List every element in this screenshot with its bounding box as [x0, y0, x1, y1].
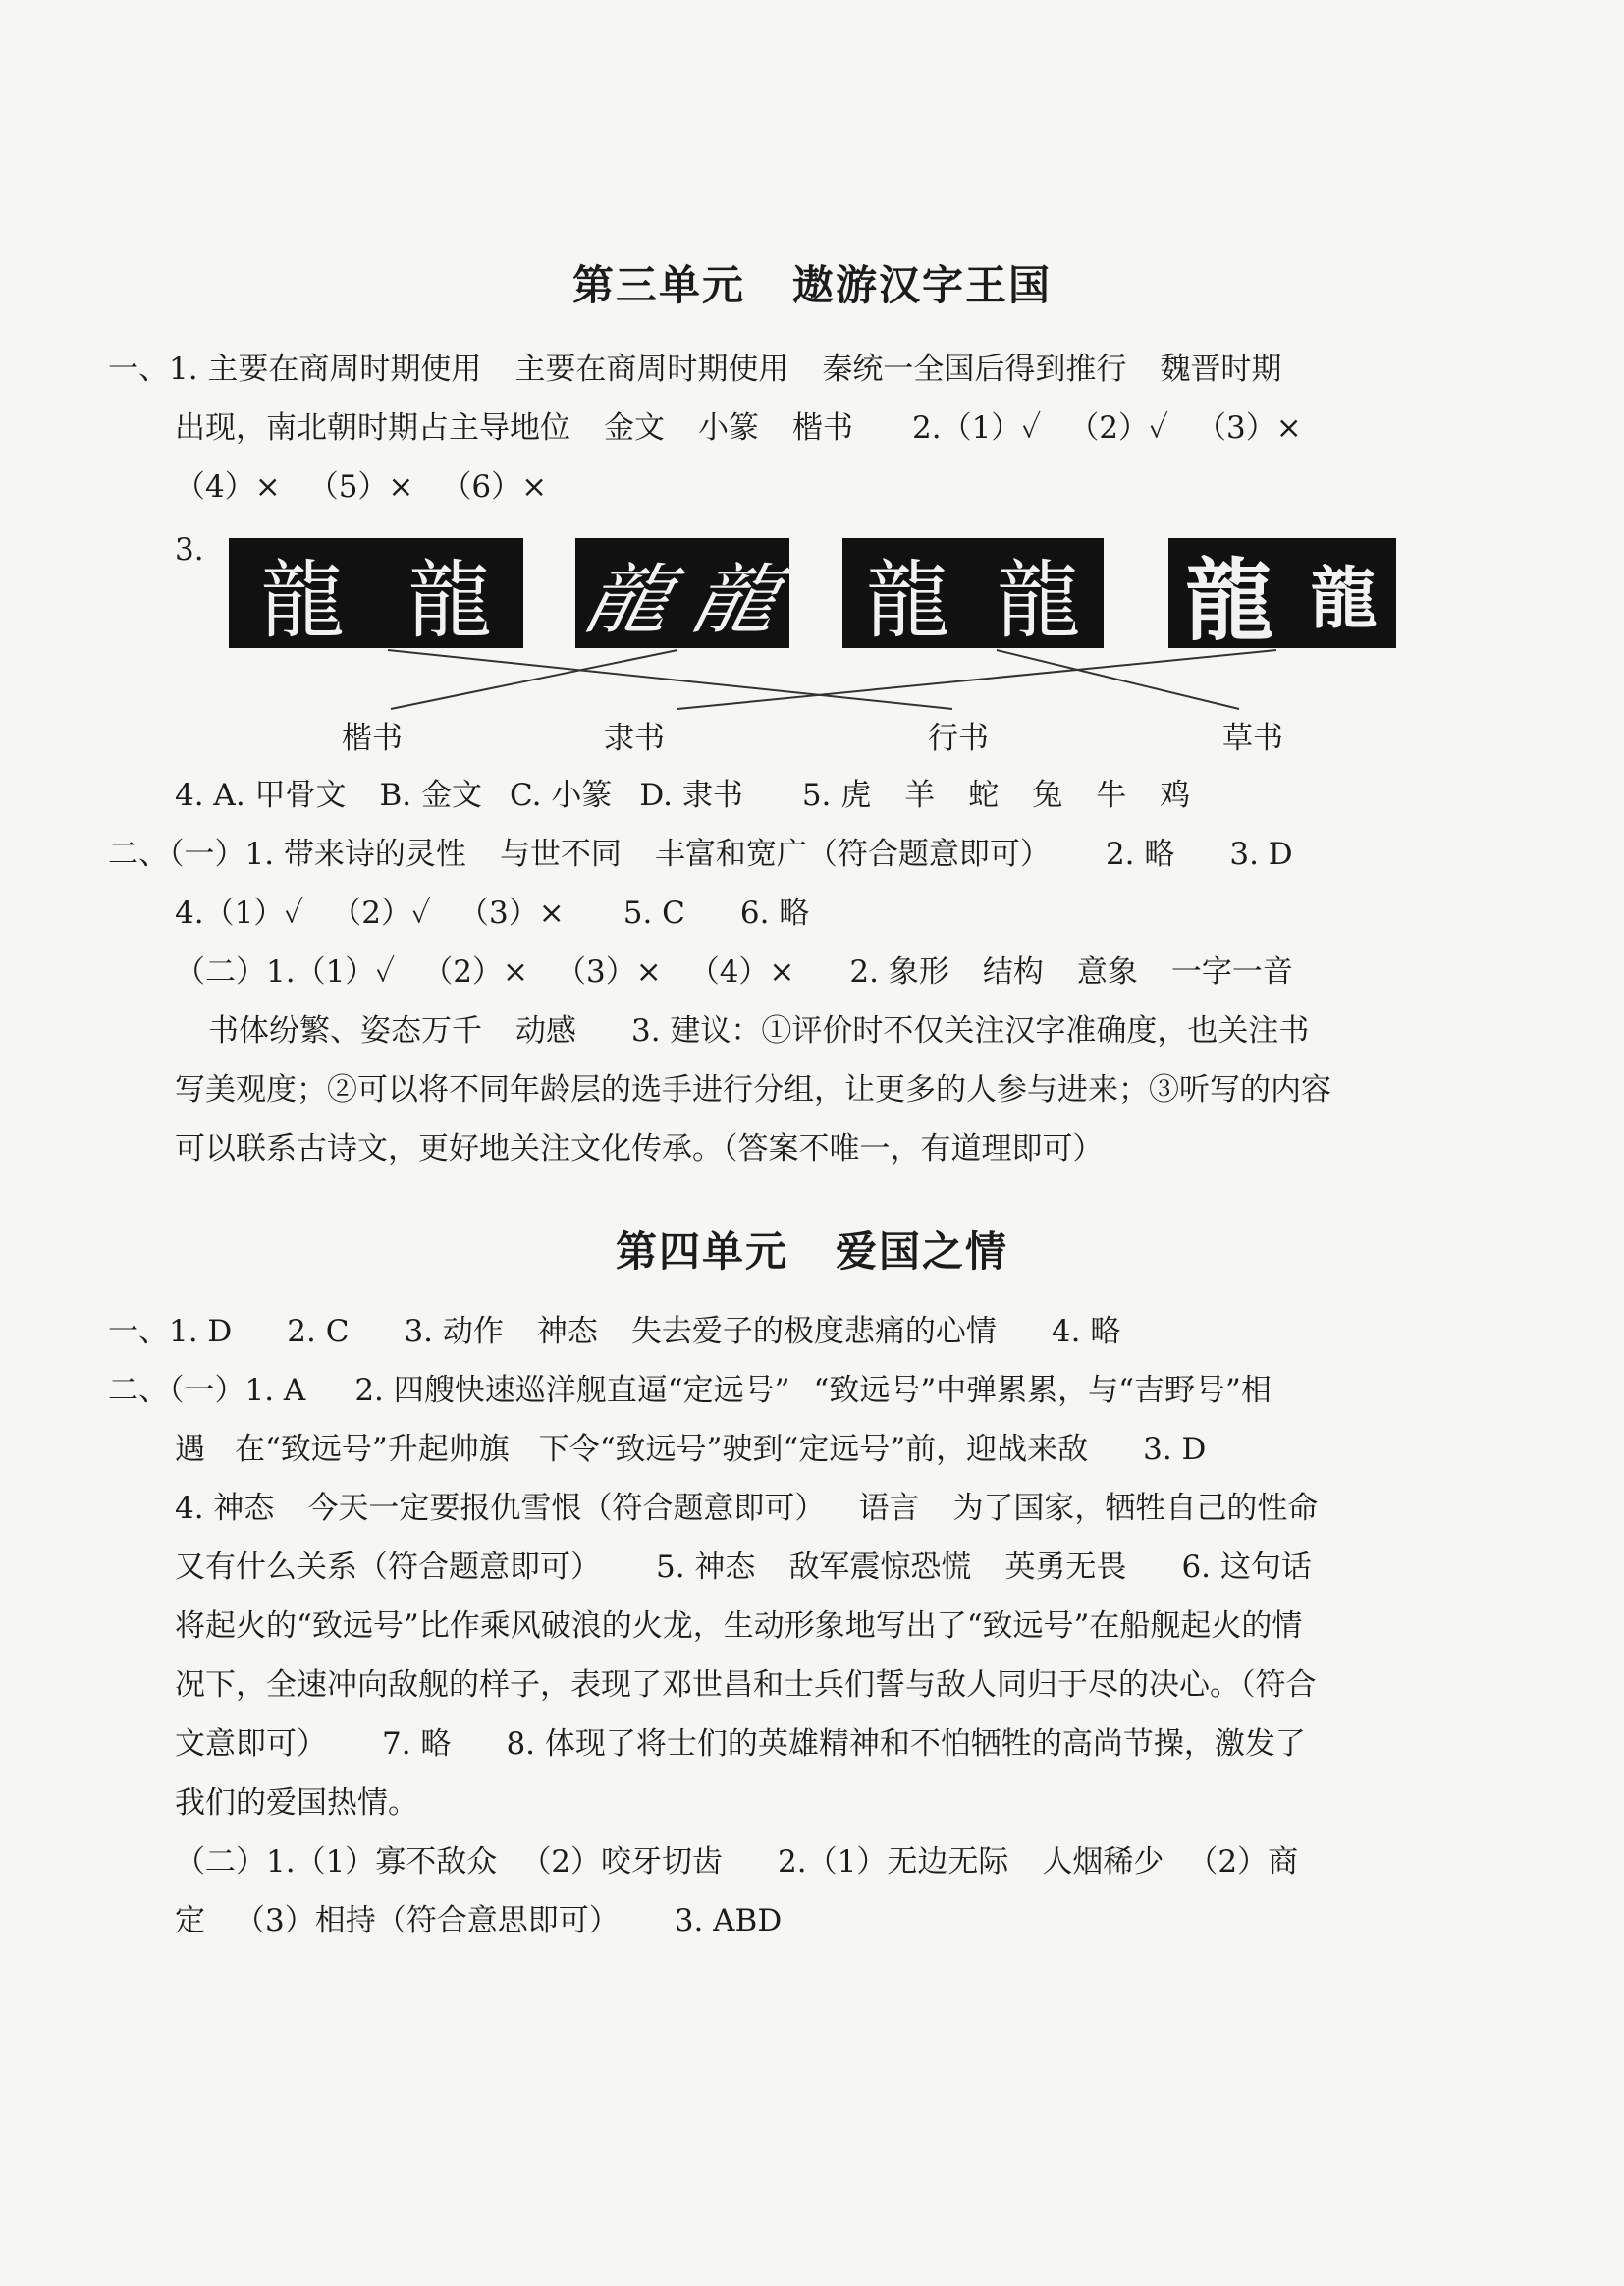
- answer-text: 与世不同: [499, 837, 622, 872]
- answer-text: 4. A. 甲骨文: [175, 778, 347, 813]
- answer-text: 1. 主要在商周时期使用: [169, 352, 482, 387]
- answer-text: 7. 略: [382, 1726, 452, 1762]
- section-marker: 二、: [108, 1373, 169, 1408]
- answer-text: 4. 神态: [175, 1491, 275, 1526]
- answer-text: （二）1.（1）✓: [175, 954, 396, 990]
- answer-text: 3. D: [1229, 837, 1293, 872]
- answer-text: 5. C: [623, 896, 685, 931]
- u3-line-9: 写美观度；②可以将不同年龄层的选手进行分组，让更多的人参与进来；③听写的内容: [175, 1072, 1331, 1108]
- answer-text: 今天一定要报仇雪恨（符合题意即可）: [307, 1491, 826, 1526]
- answer-text: 书体纷繁、姿态万千: [208, 1013, 482, 1049]
- u4-line-7: 况下，全速冲向敌舰的样子，表现了邓世昌和士兵们誓与敌人同归于尽的决心。（符合: [175, 1667, 1317, 1703]
- script-label-kaishu: 楷书: [342, 721, 403, 756]
- u4-line-2: [108, 1371, 1272, 1410]
- u3-line-8: [208, 1011, 1309, 1051]
- answer-text: （2）商: [1187, 1844, 1299, 1879]
- unit3-title-text: 遨游汉字王国: [792, 261, 1053, 309]
- answer-text: 5. 神态: [656, 1550, 756, 1585]
- u3-line-4: [175, 776, 1190, 815]
- match-line-1-3: [388, 650, 952, 709]
- u3-line-6: [175, 894, 809, 933]
- answer-text: 兔: [1032, 778, 1063, 813]
- answer-text: 又有什么关系（符合题意即可）: [175, 1550, 601, 1585]
- answer-text: 3. ABD: [674, 1903, 783, 1938]
- answer-text: 4.（1）✓: [175, 896, 304, 931]
- answer-text: （3）×: [459, 896, 565, 931]
- answer-text: 2. 象形: [849, 954, 949, 990]
- answer-text: 为了国家，牺牲自己的性命: [952, 1491, 1319, 1526]
- u3-line-10: 可以联系古诗文，更好地关注文化传承。（答案不唯一，有道理即可）: [175, 1131, 1104, 1167]
- answer-text: 英勇无畏: [1004, 1550, 1127, 1585]
- u4-line-6: 将起火的“致远号”比作乘风破浪的火龙，生动形象地写出了“致远号”在船舰起火的情: [175, 1608, 1303, 1644]
- answer-text: 鸡: [1160, 778, 1191, 813]
- answer-text: （4）×: [175, 469, 281, 505]
- answer-text: 语言: [858, 1491, 920, 1526]
- answer-text: 楷书: [792, 410, 853, 446]
- u4-line-11: [175, 1901, 782, 1940]
- answer-text: 5. 虎: [801, 778, 872, 813]
- calligraphy-char: 龍: [407, 552, 492, 650]
- answer-text: 羊: [904, 778, 936, 813]
- answer-text: “致远号”中弹累累，与“吉野号”相: [813, 1373, 1272, 1408]
- answer-text: 文意即可）: [175, 1726, 327, 1762]
- answer-text: （2）✓: [1068, 410, 1169, 446]
- answer-text: D. 隶书: [639, 778, 743, 813]
- answer-text: （3）相持（符合意思即可）: [235, 1903, 620, 1938]
- answer-text: （2）✓: [331, 896, 432, 931]
- answer-text: （4）×: [688, 954, 795, 990]
- answer-text: 6. 略: [739, 896, 810, 931]
- answer-text: （2）×: [422, 954, 528, 990]
- calligraphy-char: 龍: [996, 552, 1081, 650]
- answer-text: （6）×: [441, 469, 548, 505]
- calligraphy-char: 龍: [1310, 559, 1378, 638]
- answer-text: 遇: [175, 1432, 205, 1467]
- answer-text: 结构: [982, 954, 1044, 990]
- u3-line-7: [175, 952, 1293, 992]
- answer-text: （3）×: [556, 954, 662, 990]
- answer-text: 定: [175, 1903, 205, 1938]
- match-line-3-4: [997, 650, 1239, 709]
- q3-number: 3.: [175, 532, 204, 568]
- answer-text: 一字一音: [1170, 954, 1293, 990]
- answer-text: 秦统一全国后得到推行: [822, 352, 1127, 387]
- answer-text: （5）×: [307, 469, 414, 505]
- section-marker: 二、: [108, 837, 169, 872]
- answer-text: B. 金文: [379, 778, 483, 813]
- calligraphy-char: 龍: [682, 556, 786, 645]
- answer-text: 魏晋时期: [1160, 352, 1282, 387]
- answer-text: 金文: [604, 410, 665, 446]
- answer-text: 3. 建议：①评价时不仅关注汉字准确度，也关注书: [631, 1013, 1310, 1049]
- answer-text: 8. 体现了将士们的英雄精神和不怕牺牲的高尚节操，激发了: [506, 1726, 1306, 1762]
- answer-text: 丰富和宽广（符合题意即可）: [654, 837, 1051, 872]
- answer-text: （一）1. 带来诗的灵性: [169, 837, 466, 872]
- answer-text: 2.（1）无边无际: [778, 1844, 1009, 1879]
- calligraphy-char: 龍: [260, 552, 345, 650]
- answer-text: （3）×: [1196, 410, 1302, 446]
- answer-text: 3. 动作: [404, 1314, 504, 1349]
- unit4-title: [0, 1220, 1624, 1279]
- answer-text: （2）咬牙切齿: [520, 1844, 724, 1879]
- answer-text: C. 小篆: [510, 778, 613, 813]
- u4-line-1: [108, 1312, 1120, 1351]
- answer-text: （二）1.（1）寡不敌众: [175, 1844, 498, 1879]
- unit3-title-number: 第三单元: [571, 261, 745, 309]
- answer-text: 神态: [536, 1314, 598, 1349]
- unit4-title-number: 第四单元: [615, 1227, 788, 1276]
- answer-text: 2. 四艘快速巡洋舰直逼“定远号”: [354, 1373, 790, 1408]
- calligraphy-char: 龍: [865, 552, 950, 650]
- section-marker: 一、: [108, 1314, 169, 1349]
- u4-line-10: [175, 1842, 1298, 1881]
- answer-text: 2. C: [287, 1314, 350, 1349]
- answer-text: 4. 略: [1051, 1314, 1121, 1349]
- section-marker: 一、: [108, 352, 169, 387]
- answer-text: 小篆: [698, 410, 759, 446]
- answer-text: 在“致远号”升起帅旗: [235, 1432, 510, 1467]
- answer-text: 2.（1）✓: [912, 410, 1042, 446]
- script-label-lishu: 隶书: [604, 721, 665, 756]
- answer-text: 1. D: [169, 1314, 233, 1349]
- calligraphy-char: 龍: [575, 556, 679, 645]
- u3-line-5: [108, 835, 1293, 874]
- answer-text: 动感: [515, 1013, 576, 1049]
- answer-text: 失去爱子的极度悲痛的心情: [630, 1314, 997, 1349]
- calligraphy-char: 龍: [1185, 548, 1274, 653]
- u4-line-3: [175, 1430, 1206, 1469]
- u4-line-4: [175, 1489, 1318, 1528]
- match-line-4-2: [677, 650, 1276, 709]
- script-label-xingshu: 行书: [928, 721, 989, 756]
- answer-text: 2. 略: [1105, 837, 1175, 872]
- answer-text: 敌军震惊恐慌: [788, 1550, 972, 1585]
- answer-text: 人烟稀少: [1042, 1844, 1164, 1879]
- answer-text: 3. D: [1143, 1432, 1207, 1467]
- answer-text: 意象: [1076, 954, 1138, 990]
- unit4-title-text: 爱国之情: [836, 1227, 1009, 1276]
- u4-line-8: [175, 1724, 1306, 1764]
- answer-text: 蛇: [968, 778, 1000, 813]
- script-label-caoshu: 草书: [1222, 721, 1283, 756]
- answer-text: 下令“致远号”驶到“定远号”前，迎战来敌: [538, 1432, 1089, 1467]
- match-line-2-1: [391, 650, 677, 709]
- answer-text: 牛: [1096, 778, 1127, 813]
- answer-text: 出现，南北朝时期占主导地位: [175, 410, 570, 446]
- answer-text: 6. 这句话: [1181, 1550, 1312, 1585]
- answer-text: （一）1. A: [169, 1373, 306, 1408]
- u4-line-9: 我们的爱国热情。: [175, 1785, 418, 1821]
- answer-text: 主要在商周时期使用: [514, 352, 789, 387]
- u4-line-5: [175, 1548, 1312, 1587]
